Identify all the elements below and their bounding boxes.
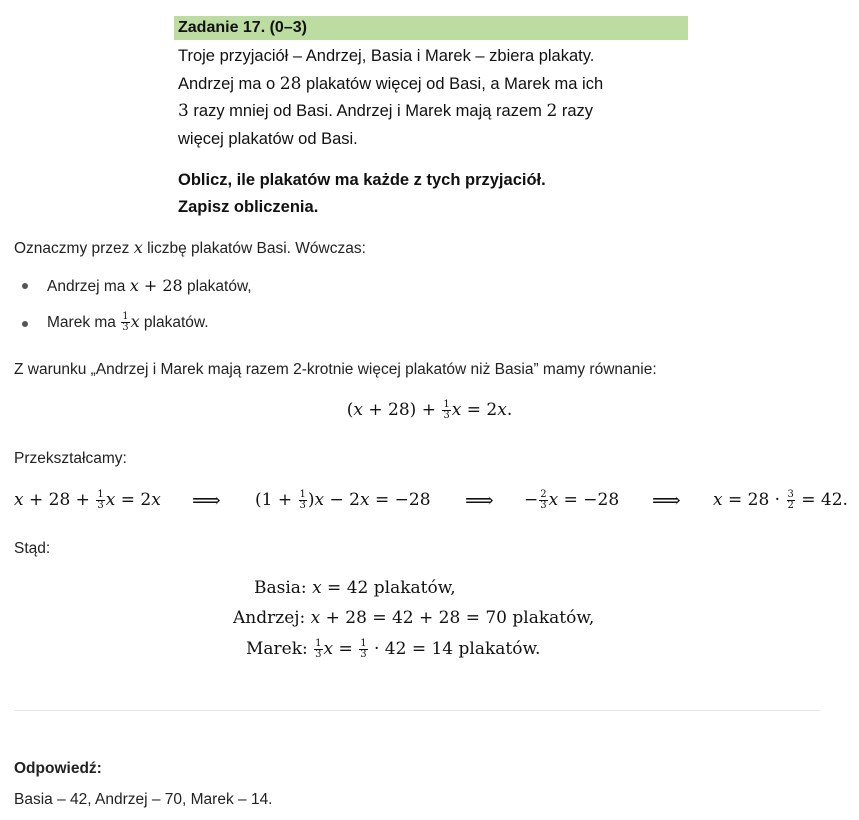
implies-arrow: ⟹ bbox=[465, 488, 494, 512]
task-line-3: 3 razy mniej od Basi. Andrzej i Marek mają razem 2 razy bbox=[178, 101, 594, 121]
answer-text: Basia – 42, Andrzej – 70, Marek – 14. bbox=[14, 791, 273, 808]
bullet-dot bbox=[22, 283, 28, 289]
task-header: Zadanie 17. (0–3) bbox=[174, 16, 688, 40]
hence-label: Stąd: bbox=[14, 540, 51, 557]
bullet-andrzej: Andrzej ma x + 28 plakatów, bbox=[47, 276, 252, 295]
bullet-marek: Marek ma $\frac{1}{3}$ x plakatów. bbox=[47, 311, 209, 334]
task-line-1: Troje przyjaciół – Andrzej, Basia i Marek – zbiera plakaty. bbox=[178, 47, 595, 65]
solution-intro: Oznaczmy przez x liczbę plakatów Basi. Wówczas: bbox=[14, 238, 366, 257]
main-equation: (x + 28) + $\frac{1}{3}$ x = 2x. bbox=[346, 399, 513, 421]
bullet-dot bbox=[22, 321, 28, 327]
implies-arrow: ⟹ bbox=[652, 488, 681, 512]
divider bbox=[14, 710, 820, 711]
derivation-step-1: x + 28 + $\frac{1}{3}$ x = 2x bbox=[14, 489, 161, 511]
task-statement bbox=[174, 43, 688, 153]
result-basia: Basia: x = 42 plakatów, bbox=[254, 578, 456, 598]
derivation-step-4: x = 28 · $\frac{3}{2}$ = 42. bbox=[713, 489, 848, 511]
task-line-2: Andrzej ma o 28 plakatów więcej od Basi, a Marek ma ich bbox=[178, 73, 604, 94]
result-andrzej: Andrzej: x + 28 = 42 + 28 = 70 plakatów, bbox=[233, 608, 595, 628]
transform-label: Przekształcamy: bbox=[14, 450, 127, 467]
implies-arrow: ⟹ bbox=[192, 488, 221, 512]
derivation-step-2: (1 + $\frac{1}{3}$ )x − 2x = −28 bbox=[255, 489, 431, 511]
result-marek: Marek: $\frac{1}{3}$ x = $\frac{1}{3}$ · 42 = 14 plakatów. bbox=[246, 638, 541, 660]
task-line-4: więcej plakatów od Basi. bbox=[178, 129, 358, 148]
task-box bbox=[174, 16, 688, 221]
answer-label: Odpowiedź: bbox=[14, 760, 102, 777]
condition-text: Z warunku „Andrzej i Marek mają razem 2-krotnie więcej plakatów niż Basia” mamy równanie: bbox=[14, 361, 657, 378]
derivation-step-3: − $\frac{2}{3}$ x = −28 bbox=[524, 489, 620, 511]
task-command: Oblicz, ile plakatów ma każde z tych przyjaciół. Zapisz obliczenia. bbox=[178, 171, 546, 216]
